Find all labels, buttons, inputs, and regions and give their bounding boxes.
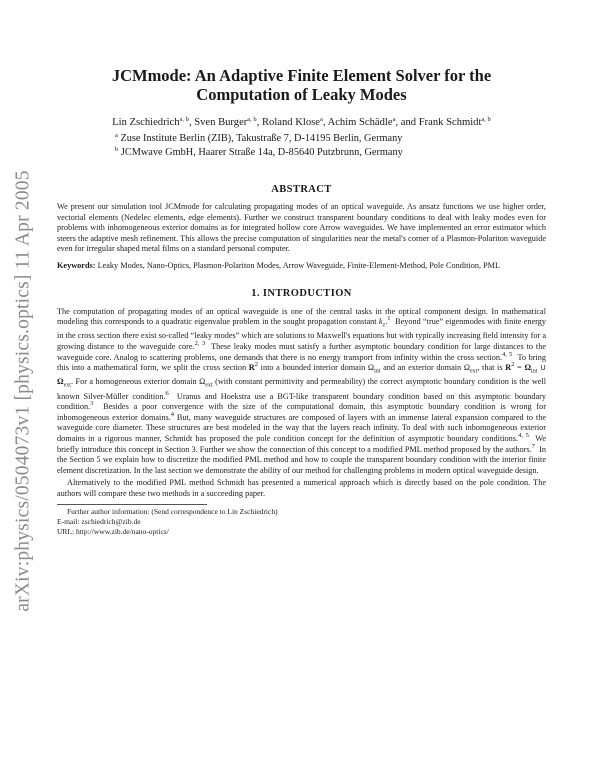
author: Roland Klose$^a$, [261,116,328,128]
section-heading-introduction: 1. INTRODUCTION [251,287,352,299]
abstract-heading: ABSTRACT [271,184,332,195]
keywords-label: Keywords: [57,260,96,270]
footnotes [57,507,546,537]
abstract-text: We present our simulation tool JCMmode for calculating propagating modes of an optical waveguide. As ansatz functions we use higher order, vectorial elements (Nedelec elements, edge elements). Further we construct transparent boundary conditions to deal with leaky modes even for problems with inhomogeneous exterior domains as for integrated hollow core Arrow waveguides. We have implemented an error estimator which steers the adaptive mesh refinement. This allows the precise computation of singularities near the metal's corner of a Plasmon-Polariton waveguide even for irregular shaped metal films on a standard personal computer. [57,202,546,254]
keywords [57,261,546,272]
affiliations [57,132,546,160]
paragraph: The computation of propagating modes of an optical waveguide is one of the central tasks in the optical component design. In mathematical modeling this corresponds to a quadratic eigenvalue problem in the sought propagation constant $k_z.^1$ Beyond “true” eigenmodes with finite energy in the cross section there exist so-called “leaky modes” which are solutions to Maxwell's equations but with typically increasing field intensity for a growing distance to the waveguide core.$^{2, 3}$ These leaky modes must satisfy a further asymptotic boundary condition for large distances to the waveguide core. Analog to scattering problems, one demands that there is no energy transport from infinity within the cross section.$^{4, 5}$ To bring this into a mathematical form, we split the cross section $R^2$ into a bounded interior domain $\Omega_{int}$ and an exterior domain $\Omega_{ext}$, that is $R^2 = \Omega_{int}$ ∪ $\Omega_{ext}$. For a homogeneous exterior domain $\Omega_{ext}$ (with constant permittivity and permeability) the correct asymptotic boundary condition is the well known Silver-Müller condition.$^6$ Uranus and Hoekstra use a BGT-like transparent boundary condition based on this asymptotic boundary condition.$^3$ Besides a poor convergence with the size of the computational domain, this asymptotic boundary condition is wrong for inhomogeneous exterior domains.$^4$ But, many waveguide structures are composed of layers with an immense lateral expansion compared to the waveguide core diameter. These structures are best modeled in the way that the layers reach infinity. To deal with such inhomogeneous exterior domains in a rigorous manner, Schmidt has proposed the pole condition concept for the definition of asymptotic boundary conditions.$^{4, 5}$ We briefly introduce this concept in Section 3. Further we show the connection of this concept to a modified PML method proposed by the authors.$^7$ In the Section 5 we explain how to discretize the modified PML method and how to couple the transparent boundary condition with the interior finite element discretization. In the last section we demonstrate the ability of our method for challenging problems in modern optical waveguide design. [57,306,547,475]
author: Frank Schmidt$^{a, b}$ [418,116,491,128]
footnote-email: E-mail: zschiedrich@zib.de [57,516,141,526]
author: Sven Burger$^{a, b}$, [194,116,262,128]
footnote-rule [57,504,207,505]
author-list [57,117,546,128]
introduction-body [57,307,546,500]
footnote-author-info: Further author information: (Send correspondence to Lin Zschiedrich) [67,506,278,516]
arxiv-identifier: arXiv:physics/0504073v1 [physics.optics] 11 Apr 2005 [13,170,35,612]
keywords-text: Leaky Modes, Nano-Optics, Plasmon-Polariton Modes, Arrow Waveguide, Finite-Element-Method, Pole Condition, PML [97,260,501,270]
title-line-1: JCMmode: An Adaptive Finite Element Solver for the [111,66,492,85]
affiliation-b: $^b$ JCMwave GmbH, Haarer Straße 14a, D-85640 Putzbrunn, Germany [115,146,403,158]
paper-page [57,66,546,537]
footnote-url: URL: http://www.zib.de/nano-optics/ [57,526,169,536]
paper-title [57,66,546,104]
arxiv-sidebar [8,146,40,636]
title-line-2: Computation of Leaky Modes [196,85,407,104]
paragraph: Alternatively to the modified PML method Schmidt has presented a numerical approach which is directly based on the pole condition. The authors will compare these two methods in a succeeding paper. [57,478,546,498]
author: Achim Schädle$^a$, and [327,116,419,128]
affiliation-a: $^a$ Zuse Institute Berlin (ZIB), Takustraße 7, D-14195 Berlin, Germany [115,132,403,144]
author: Lin Zschiedrich$^{a, b}$, [112,116,195,128]
